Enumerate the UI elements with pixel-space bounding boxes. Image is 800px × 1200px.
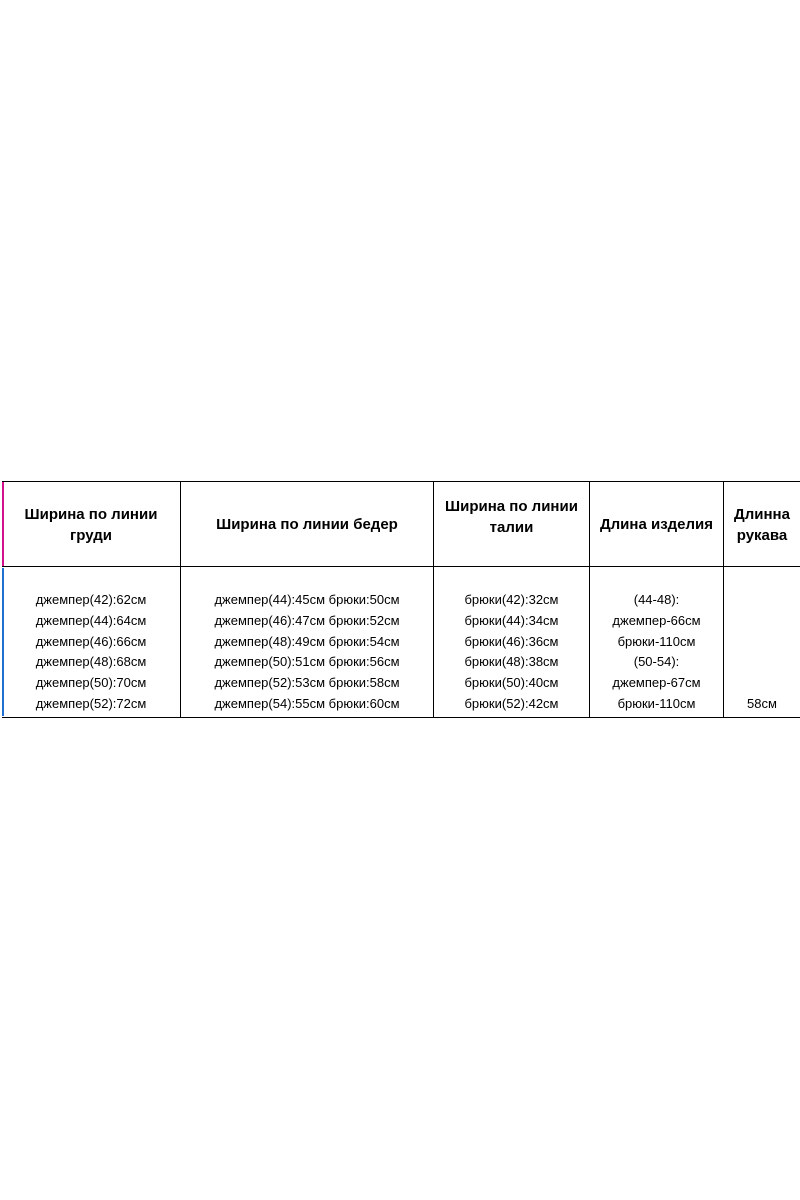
table-cell-line: (44-48):: [633, 592, 680, 607]
table-cell-line: джемпер(48):68см: [35, 654, 147, 670]
table-cell-line: джемпер(42):62см: [35, 592, 147, 607]
header-divider: [2, 566, 800, 567]
hip-width-cell: [181, 590, 433, 715]
table-cell-line: брюки-110см: [617, 695, 696, 711]
table-cell-line: джемпер(50):51см брюки:56см: [214, 654, 400, 670]
table-cell-line: джемпер(48):49см брюки:54см: [214, 633, 400, 649]
table-cell-line: джемпер(46):66см: [35, 633, 147, 649]
waist-width-cell: [434, 590, 589, 715]
table-cell-line: джемпер(52):53см брюки:58см: [214, 675, 400, 691]
table-cell-line: брюки-110см: [617, 633, 696, 649]
table-cell-line: джемпер-67см: [612, 675, 701, 691]
table-cell-line: джемпер-66см: [612, 612, 701, 628]
table-cell-line: джемпер(44):64см: [35, 612, 147, 628]
size-table: [2, 481, 800, 718]
table-cell-line: брюки(44):34см: [464, 612, 559, 628]
table-cell-line: брюки(46):36см: [464, 633, 559, 649]
header-sleeve-length: Длинна рукава: [734, 506, 790, 544]
header-waist-width: Ширина по линии талии: [445, 498, 578, 536]
table-cell-line: джемпер(50):70см: [35, 675, 147, 691]
item-length-cell: [590, 590, 723, 715]
chest-width-cell: [2, 590, 180, 715]
header-chest-width: Ширина по линии груди: [24, 506, 158, 544]
table-cell-line: брюки(42):32см: [464, 592, 559, 607]
table-cell-line: джемпер(52):72см: [35, 695, 147, 711]
header-hip-width: Ширина по линии бедер: [216, 515, 398, 533]
table-cell-line: брюки(52):42см: [464, 695, 559, 711]
table-cell-line: (50-54):: [633, 654, 680, 670]
header-item-length: Длина изделия: [599, 515, 714, 533]
table-cell-line: джемпер(54):55см брюки:60см: [214, 695, 400, 711]
sleeve-length-cell: 58см: [747, 696, 777, 711]
table-cell-line: джемпер(46):47см брюки:52см: [214, 612, 400, 628]
table-cell-line: брюки(48):38см: [464, 654, 559, 670]
table-cell-line: джемпер(44):45см брюки:50см: [214, 592, 400, 607]
table-cell-line: брюки(50):40см: [464, 675, 559, 691]
